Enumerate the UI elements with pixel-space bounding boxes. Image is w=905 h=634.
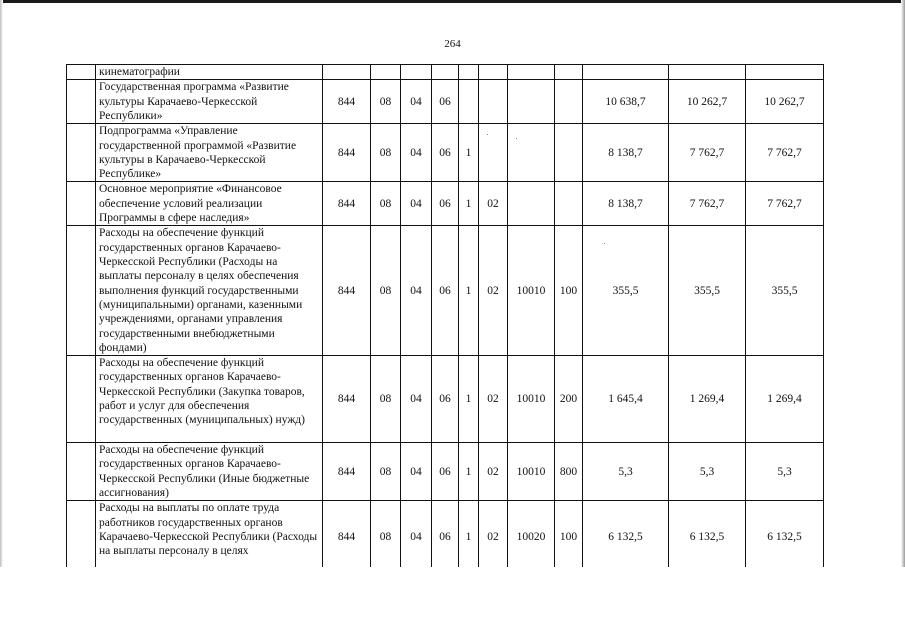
cell-main-event: 02 [479,226,508,356]
cell-subprogram [459,80,479,124]
page-number: 264 [444,38,461,50]
cell-amount-1: 1 645,4 [583,356,669,443]
cell-main-event [479,124,508,182]
row-number-cell [67,80,96,124]
cell-section [371,65,401,80]
cell-expense-type [555,65,583,80]
cell-expense-type: 100 [555,226,583,356]
cell-amount-2: 6 132,5 [669,501,746,574]
row-number-cell [67,501,96,574]
cell-subsection: 04 [401,443,432,501]
scan-speck [516,138,517,139]
cell-amount-3: 10 262,7 [746,80,824,124]
cell-amount-1: 8 138,7 [583,124,669,182]
cell-subsection: 04 [401,182,432,226]
cell-admin-code: 844 [323,182,371,226]
row-number-cell [67,356,96,443]
cell-amount-1: 10 638,7 [583,80,669,124]
table-row [67,356,824,443]
row-name: Расходы на обеспечение функций государственных органов Карачаево-Черкесской Республики (Иные бюджетные ассигнования) [96,443,323,501]
scan-edge-top [0,0,905,3]
row-name: Расходы на обеспечение функций государственных органов Карачаево-Черкесской Республики (Закупка товаров, работ и услуг для обеспечения государственных (муниципальных) нужд) [96,356,323,443]
cell-amount-1: 6 132,5 [583,501,669,574]
cell-section: 08 [371,124,401,182]
cell-subprogram: 1 [459,182,479,226]
cell-main-event: 02 [479,443,508,501]
cell-amount-2: 7 762,7 [669,124,746,182]
cell-expense-direction: 10020 [508,501,555,574]
row-number-cell [67,443,96,501]
row-name: Расходы на обеспечение функций государственных органов Карачаево-Черкесской Республики (Расходы на выплаты персоналу в целях обеспечения выполнения функций государственными (муниципальными) органами, казенными учреждениями, органами управления государственными внебюджетными фондами) [96,226,323,356]
cell-amount-1: 8 138,7 [583,182,669,226]
cell-expense-direction: 10010 [508,226,555,356]
row-name: Основное мероприятие «Финансовое обеспечение условий реализации Программы в сфере наследия» [96,182,323,226]
table-row [67,65,824,80]
cell-section: 08 [371,356,401,443]
cell-admin-code: 844 [323,80,371,124]
table-row [67,182,824,226]
row-name: кинематографии [96,65,323,80]
table-row [67,80,824,124]
cell-admin-code: 844 [323,501,371,574]
cell-expense-type [555,124,583,182]
cell-section: 08 [371,226,401,356]
cell-expense-type [555,182,583,226]
table-row [67,226,824,356]
row-name: Расходы на выплаты по оплате труда работников государственных органов Карачаево-Черкесской Республики (Расходы на выплаты персоналу в целях [96,501,323,574]
cell-expense-direction [508,80,555,124]
scan-speck [487,134,488,135]
cell-admin-code [323,65,371,80]
row-number-cell [67,226,96,356]
cell-admin-code: 844 [323,356,371,443]
cell-program: 06 [432,356,459,443]
cell-program: 06 [432,182,459,226]
cell-section: 08 [371,80,401,124]
cell-program: 06 [432,443,459,501]
cell-subsection [401,65,432,80]
cell-amount-1 [583,65,669,80]
cell-main-event [479,65,508,80]
cell-subprogram: 1 [459,124,479,182]
cell-program: 06 [432,226,459,356]
cell-admin-code: 844 [323,124,371,182]
cell-amount-3: 1 269,4 [746,356,824,443]
cell-amount-3: 7 762,7 [746,182,824,226]
cell-expense-direction [508,65,555,80]
cell-program [432,65,459,80]
cell-main-event: 02 [479,501,508,574]
table-body [67,65,824,574]
cell-program: 06 [432,124,459,182]
cell-amount-2: 5,3 [669,443,746,501]
cell-admin-code: 844 [323,443,371,501]
cell-expense-type [555,80,583,124]
cell-amount-2: 10 262,7 [669,80,746,124]
row-name: Государственная программа «Развитие культуры Карачаево-Черкесской Республики» [96,80,323,124]
cell-program: 06 [432,501,459,574]
cell-section: 08 [371,501,401,574]
cell-subsection: 04 [401,501,432,574]
row-name: Подпрограмма «Управление государственной программой «Развитие культуры в Карачаево-Черкесской Республике» [96,124,323,182]
scan-edge-right [901,0,905,634]
cell-expense-direction [508,124,555,182]
cell-expense-direction: 10010 [508,443,555,501]
cell-main-event: 02 [479,356,508,443]
cell-subsection: 04 [401,226,432,356]
table-row [67,443,824,501]
cell-amount-3: 355,5 [746,226,824,356]
cell-subsection: 04 [401,124,432,182]
table-row [67,124,824,182]
budget-table [66,64,824,574]
scan-speck [604,243,605,244]
cell-amount-2: 1 269,4 [669,356,746,443]
row-number-cell [67,124,96,182]
cell-expense-type: 200 [555,356,583,443]
cell-expense-direction [508,182,555,226]
table-row [67,501,824,574]
cell-expense-type: 800 [555,443,583,501]
cell-amount-2 [669,65,746,80]
row-number-cell [67,182,96,226]
cell-main-event: 02 [479,182,508,226]
cell-section: 08 [371,443,401,501]
cell-expense-direction: 10010 [508,356,555,443]
cell-expense-type: 100 [555,501,583,574]
cell-admin-code: 844 [323,226,371,356]
cell-amount-2: 355,5 [669,226,746,356]
cell-subsection: 04 [401,80,432,124]
cell-program: 06 [432,80,459,124]
cell-amount-3: 6 132,5 [746,501,824,574]
row-number-cell [67,65,96,80]
cell-amount-1: 355,5 [583,226,669,356]
cell-amount-3 [746,65,824,80]
cell-subprogram: 1 [459,501,479,574]
cell-amount-1: 5,3 [583,443,669,501]
cell-subprogram: 1 [459,443,479,501]
cell-amount-2: 7 762,7 [669,182,746,226]
scan-edge-left [0,0,3,634]
cell-amount-3: 5,3 [746,443,824,501]
cell-subprogram: 1 [459,226,479,356]
cell-section: 08 [371,182,401,226]
cell-main-event [479,80,508,124]
page-bottom-margin [0,567,905,634]
cell-subsection: 04 [401,356,432,443]
cell-subprogram: 1 [459,356,479,443]
cell-amount-3: 7 762,7 [746,124,824,182]
cell-subprogram [459,65,479,80]
